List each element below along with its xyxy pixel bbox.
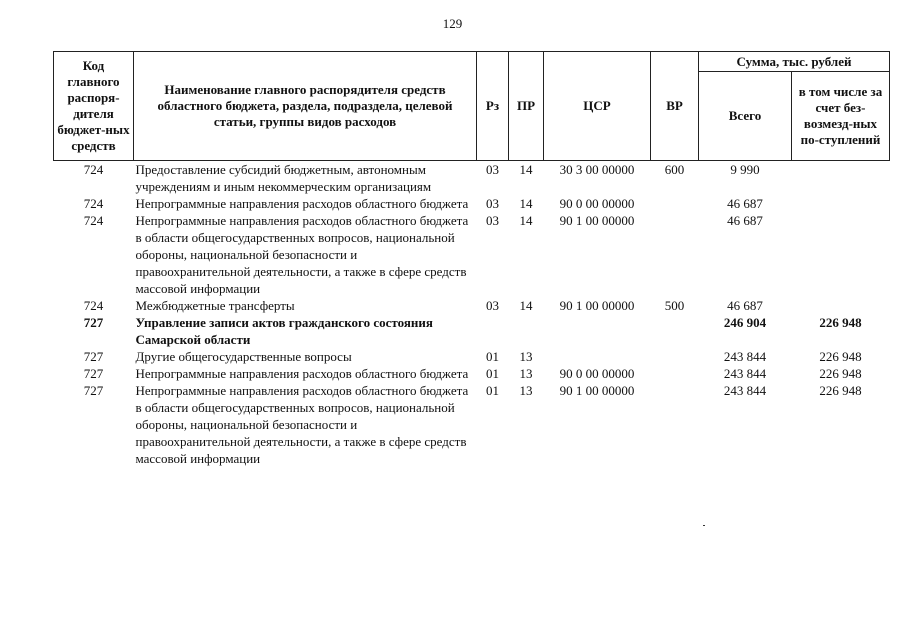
cell-free: [792, 212, 890, 297]
cell-pr: 13: [519, 349, 533, 364]
cell-name: Непрограммные направления расходов областного бюджета: [135, 196, 469, 211]
cell-rz: 01: [486, 366, 499, 381]
header-name: Наименование главного распорядителя средств областного бюджета, раздела, подраздела, целевой статьи, группы видов расходов: [134, 52, 477, 161]
cell-vr: 500: [664, 298, 685, 313]
cell-code: 724: [83, 196, 104, 211]
table-row: [54, 161, 890, 196]
cell-total: 243 844: [723, 366, 767, 381]
cell-vr: [651, 314, 699, 348]
table-body: [54, 161, 890, 468]
cell-rz: 03: [486, 196, 499, 211]
page-number: 129: [442, 16, 463, 31]
table-header: [54, 52, 890, 161]
cell-csr: [544, 314, 651, 348]
header-total: Всего: [699, 72, 792, 161]
cell-name: Предоставление субсидий бюджетным, автономным учреждениям и иным некоммерческим организациям: [135, 162, 432, 194]
cell-pr: 14: [519, 213, 533, 228]
cell-total: 243 844: [723, 383, 767, 398]
cell-total: 46 687: [727, 213, 763, 228]
cell-rz: 03: [486, 298, 499, 313]
table-row: [54, 297, 890, 314]
cell-rz: 01: [486, 383, 499, 398]
header-sum: Сумма, тыс. рублей: [699, 52, 890, 72]
cell-rz: [477, 314, 509, 348]
cell-csr: 90 0 00 00000: [559, 366, 635, 381]
cell-pr: 14: [519, 298, 533, 313]
cell-name: Другие общегосударственные вопросы: [135, 349, 352, 364]
cell-name: Непрограммные направления расходов областного бюджета в области общегосударственных вопросов, национальной обороны, национальной безопасности и правоохранительной деятельности, а также в сфере средств массовой информации: [135, 383, 469, 466]
header-vr: ВР: [651, 52, 699, 161]
cell-vr: [651, 382, 699, 467]
cell-csr: 90 1 00 00000: [559, 383, 635, 398]
cell-vr: [651, 195, 699, 212]
cell-free: 226 948: [819, 315, 862, 330]
budget-table: [53, 51, 890, 467]
table-row: [54, 348, 890, 365]
cell-code: 727: [83, 366, 104, 381]
cell-csr: 90 1 00 00000: [559, 298, 635, 313]
cell-code: 724: [83, 213, 104, 228]
cell-free: [792, 297, 890, 314]
cell-name: Непрограммные направления расходов областного бюджета: [135, 366, 469, 381]
cell-rz: 01: [486, 349, 499, 364]
cell-total: 246 904: [723, 315, 767, 330]
header-pr: ПР: [509, 52, 544, 161]
cell-rz: 03: [486, 162, 499, 177]
cell-code: 724: [83, 298, 104, 313]
cell-code: 727: [83, 315, 104, 330]
table-row: [54, 365, 890, 382]
cell-vr: [651, 212, 699, 297]
cell-code: 724: [83, 162, 104, 177]
scan-speck: [703, 525, 705, 526]
cell-free: [792, 195, 890, 212]
header-code: Код главного распоря-дителя бюджет-ных средств: [54, 52, 134, 161]
cell-total: 46 687: [727, 298, 763, 313]
cell-vr: [651, 348, 699, 365]
cell-vr: 600: [664, 162, 685, 177]
header-csr: ЦСР: [544, 52, 651, 161]
table-row: [54, 195, 890, 212]
cell-pr: 13: [519, 383, 533, 398]
cell-pr: 14: [519, 162, 533, 177]
cell-csr: 90 0 00 00000: [559, 196, 635, 211]
cell-csr: [544, 348, 651, 365]
cell-name: Непрограммные направления расходов областного бюджета в области общегосударственных вопросов, национальной обороны, национальной безопасности и правоохранительной деятельности, а также в сфере средств массовой информации: [135, 213, 469, 296]
cell-pr: 14: [519, 196, 533, 211]
cell-free: 226 948: [819, 349, 862, 364]
cell-free: [792, 161, 890, 196]
table-row: [54, 382, 890, 467]
cell-pr: [509, 314, 544, 348]
cell-code: 727: [83, 383, 104, 398]
cell-free: 226 948: [819, 383, 862, 398]
header-free: в том числе за счет без-возмезд-ных по-ступлений: [792, 72, 890, 161]
cell-total: 46 687: [727, 196, 763, 211]
header-rz: Рз: [477, 52, 509, 161]
cell-rz: 03: [486, 213, 499, 228]
cell-csr: 90 1 00 00000: [559, 213, 635, 228]
cell-name: Управление записи актов гражданского состояния Самарской области: [135, 315, 433, 347]
cell-pr: 13: [519, 366, 533, 381]
table-row: [54, 212, 890, 297]
cell-total: 9 990: [730, 162, 760, 177]
cell-vr: [651, 365, 699, 382]
cell-csr: 30 3 00 00000: [559, 162, 635, 177]
cell-free: 226 948: [819, 366, 862, 381]
cell-name: Межбюджетные трансферты: [135, 298, 295, 313]
cell-total: 243 844: [723, 349, 767, 364]
cell-code: 727: [83, 349, 104, 364]
table-row: [54, 314, 890, 348]
